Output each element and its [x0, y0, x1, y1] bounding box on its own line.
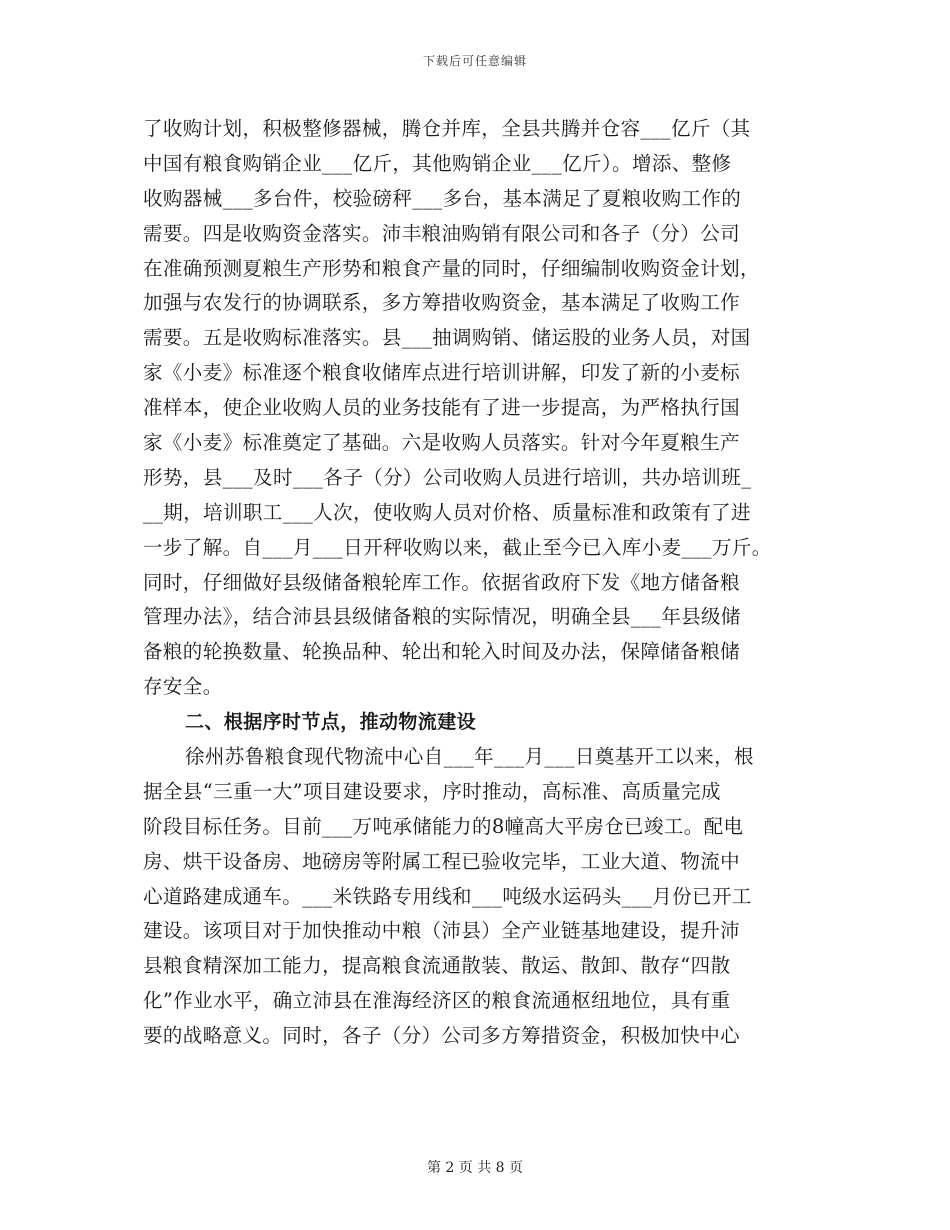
- body-line: 心道路建成通车。___米铁路专用线和___吨级水运码头___月份已开工: [143, 884, 752, 908]
- body-line: 需要。四是收购资金落实。沛丰粮油购销有限公司和各子（分）公司: [143, 221, 741, 245]
- body-line: 准样本，使企业收购人员的业务技能有了进一步提高，为严格执行国: [143, 396, 741, 420]
- page-footer: 第 2 页 共 8 页: [426, 1160, 524, 1176]
- body-line: 家《小麦》标准逐个粮食收储库点进行培训讲解，印发了新的小麦标: [143, 361, 741, 385]
- body-line: 阶段目标任务。目前___万吨承储能力的8幢高大平房仓已竣工。配电: [143, 814, 744, 838]
- body-line: 了收购计划，积极整修器械，腾仓并库，全县共腾并仓容___亿斤（其: [143, 117, 751, 140]
- body-line: 加强与农发行的协调联系，多方筹措收购资金，基本满足了收购工作: [143, 291, 741, 315]
- body-line: 化”作业水平，确立沛县在淮海经济区的粮食流通枢纽地位，具有重: [143, 989, 731, 1013]
- body-line: 在准确预测夏粮生产形势和粮食产量的同时，仔细编制收购资金计划，: [143, 256, 760, 280]
- body-line: 形势，县___及时___各子（分）公司收购人员进行培训，共办培训班_: [143, 465, 752, 489]
- body-line: 同时，仔细做好县级储备粮轮库工作。依据省政府下发《地方储备粮: [143, 570, 741, 594]
- body-line: 徐州苏鲁粮食现代物流中心自___年___月___日奠基开工以来，根: [185, 745, 754, 769]
- body-line: 县粮食精深加工能力，提高粮食流通散装、散运、散卸、散存“四散: [143, 954, 731, 978]
- body-line: 中国有粮食购销企业___亿斤，其他购销企业___亿斤）。增添、整修: [143, 151, 732, 175]
- body-line: 房、烘干设备房、地磅房等附属工程已验收完毕，工业大道、物流中: [143, 849, 741, 873]
- body-line: 建设。该项目对于加快推动中粮（沛县）全产业链基地建设，提升沛: [143, 919, 741, 943]
- body-line: 收购器械___多台件，校验磅秤___多台，基本满足了夏粮收购工作的: [143, 186, 742, 210]
- body-line: 家《小麦》标准奠定了基础。六是收购人员落实。针对今年夏粮生产: [143, 431, 741, 455]
- body-line: 一步了解。自___月___日开秤收购以来，截止至今已入库小麦___万斤。: [143, 535, 772, 559]
- body-line: 据全县“三重一大”项目建设要求，序时推动，高标准、高质量完成: [143, 779, 721, 803]
- body-line: 备粮的轮换数量、轮换品种、轮出和轮入时间及办法，保障储备粮储: [143, 640, 741, 664]
- body-line: 要的战略意义。同时，各子（分）公司多方筹措资金，积极加快中心: [143, 1024, 741, 1048]
- body-line: 存安全。: [143, 675, 223, 699]
- section-heading: 二、根据序时节点，推动物流建设: [185, 711, 477, 734]
- body-line: __期，培训职工___人次，使收购人员对价格、质量标准和政策有了进: [143, 500, 751, 524]
- document-body: [143, 112, 808, 1054]
- body-line: 管理办法》，结合沛县县级储备粮的实际情况，明确全县___年县级储: [143, 605, 741, 629]
- body-line: 需要。五是收购标准落实。县___抽调购销、储运股的业务人员，对国: [143, 326, 751, 350]
- page-header: 下载后可任意编辑: [422, 54, 527, 68]
